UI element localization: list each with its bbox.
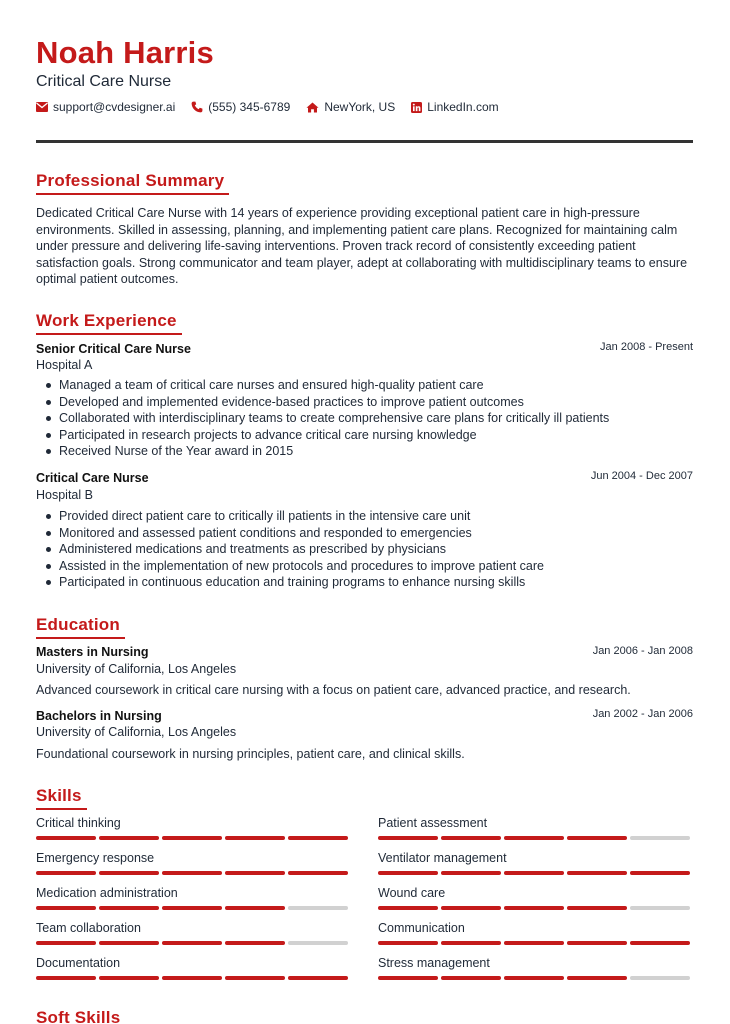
skill-level-segment-filled xyxy=(288,836,348,840)
skill-level-segment-filled xyxy=(36,906,96,910)
skill-level-segment-filled xyxy=(504,976,564,980)
bullet-item: Participated in continuous education and training programs to enhance nursing skills xyxy=(36,574,693,591)
skill-level-bar xyxy=(378,976,692,980)
job-bullets xyxy=(36,508,693,591)
job-dates: Jan 2008 - Present xyxy=(600,341,693,353)
skill-item xyxy=(36,956,350,980)
skill-level-segment-filled xyxy=(225,836,285,840)
envelope-icon xyxy=(36,102,48,112)
skill-level-segment-filled xyxy=(630,941,690,945)
skill-item xyxy=(378,851,692,875)
education-description: Advanced coursework in critical care nursing with a focus on patient care, advanced practice, and research. xyxy=(36,683,631,697)
contact-email-text: support@cvdesigner.ai xyxy=(53,100,176,114)
skill-level-segment-filled xyxy=(441,836,501,840)
skill-level-bar xyxy=(378,906,692,910)
contact-location-text: NewYork, US xyxy=(324,100,396,114)
bullet-item: Collaborated with interdisciplinary teams to create comprehensive care plans for critically ill patients xyxy=(36,410,693,427)
job-organization: Hospital B xyxy=(36,488,93,502)
job-title: Senior Critical Care Nurse xyxy=(36,342,191,356)
bullet-item: Administered medications and treatments as prescribed by physicians xyxy=(36,541,693,558)
degree-title: Masters in Nursing xyxy=(36,645,149,659)
bullet-item: Managed a team of critical care nurses and ensured high-quality patient care xyxy=(36,377,693,394)
skill-level-segment-filled xyxy=(567,976,627,980)
summary-text: Dedicated Critical Care Nurse with 14 years of experience providing exceptional patient care in high-pressure environments. Skilled in assessing, planning, and implementing patient care plans. Recognized for maintaining calm under pressure and delivering life-saving interventions. Proven track record of consistently exceeding patient satisfaction goals. Strong communicator and team player, adept at collaborating with multidisciplinary teams to ensure optimal patient outcomes. xyxy=(36,206,688,287)
skill-level-segment-filled xyxy=(225,976,285,980)
candidate-title: Critical Care Nurse xyxy=(36,73,172,90)
skill-level-segment-filled xyxy=(162,906,222,910)
skill-level-segment-filled xyxy=(162,836,222,840)
skill-level-segment-filled xyxy=(441,976,501,980)
skill-level-bar xyxy=(36,941,350,945)
bullet-item: Provided direct patient care to critically ill patients in the intensive care unit xyxy=(36,508,693,525)
skill-name: Critical thinking xyxy=(36,816,121,830)
job-dates: Jun 2004 - Dec 2007 xyxy=(590,470,693,482)
education-dates: Jan 2002 - Jan 2006 xyxy=(592,708,693,720)
bullet-item: Monitored and assessed patient conditions and responded to emergencies xyxy=(36,525,693,542)
skill-level-segment-filled xyxy=(504,941,564,945)
skill-name: Wound care xyxy=(378,886,446,900)
summary-heading: Professional Summary xyxy=(36,171,229,195)
bullet-item: Participated in research projects to advance critical care nursing knowledge xyxy=(36,427,693,444)
skill-item xyxy=(378,886,692,910)
job-bullets xyxy=(36,377,693,460)
job-title: Critical Care Nurse xyxy=(36,471,149,485)
skill-level-segment-filled xyxy=(567,906,627,910)
skill-level-segment-filled xyxy=(441,871,501,875)
contact-linkedin-text: LinkedIn.com xyxy=(427,100,499,114)
contact-phone-text: (555) 345-6789 xyxy=(208,100,291,114)
skill-item xyxy=(36,816,350,840)
skill-item xyxy=(378,956,692,980)
skill-level-segment-filled xyxy=(99,941,159,945)
skill-level-bar xyxy=(378,871,692,875)
skill-level-segment-filled xyxy=(378,836,438,840)
skill-level-segment-filled xyxy=(504,906,564,910)
contact-phone[interactable] xyxy=(191,100,290,114)
education-description: Foundational coursework in nursing principles, patient care, and clinical skills. xyxy=(36,747,465,761)
skill-level-segment-filled xyxy=(99,836,159,840)
skill-level-segment-filled xyxy=(162,941,222,945)
bullet-item: Received Nurse of the Year award in 2015 xyxy=(36,443,693,460)
skill-level-segment-empty xyxy=(630,976,690,980)
school-name: University of California, Los Angeles xyxy=(36,662,237,676)
skill-level-segment-filled xyxy=(225,906,285,910)
skill-level-segment-filled xyxy=(99,976,159,980)
skill-level-segment-empty xyxy=(630,906,690,910)
skill-level-segment-filled xyxy=(225,941,285,945)
skill-level-segment-empty xyxy=(630,836,690,840)
skill-level-segment-filled xyxy=(378,976,438,980)
skill-name: Medication administration xyxy=(36,886,178,900)
degree-title: Bachelors in Nursing xyxy=(36,709,162,723)
skill-level-segment-filled xyxy=(162,976,222,980)
skill-level-segment-filled xyxy=(441,906,501,910)
skill-level-segment-filled xyxy=(36,836,96,840)
skill-item xyxy=(378,921,692,945)
skill-level-segment-filled xyxy=(288,871,348,875)
home-icon xyxy=(306,102,319,113)
skill-name: Patient assessment xyxy=(378,816,488,830)
phone-icon xyxy=(191,101,203,113)
header-divider xyxy=(36,140,693,143)
skill-level-segment-filled xyxy=(630,871,690,875)
contact-linkedin[interactable] xyxy=(411,100,498,114)
skill-level-segment-filled xyxy=(99,871,159,875)
skill-level-segment-filled xyxy=(162,871,222,875)
skill-level-segment-empty xyxy=(288,906,348,910)
skill-level-segment-filled xyxy=(567,836,627,840)
skill-level-segment-filled xyxy=(225,871,285,875)
skill-level-segment-filled xyxy=(288,976,348,980)
skill-level-segment-filled xyxy=(378,871,438,875)
skill-level-segment-filled xyxy=(378,906,438,910)
skill-item xyxy=(36,886,350,910)
contact-email[interactable] xyxy=(36,100,175,114)
skill-item xyxy=(36,921,350,945)
education-heading: Education xyxy=(36,615,125,639)
contact-bar xyxy=(36,100,515,114)
skill-level-segment-filled xyxy=(36,941,96,945)
skill-item xyxy=(36,851,350,875)
skill-level-bar xyxy=(378,941,692,945)
skill-level-segment-filled xyxy=(504,871,564,875)
skill-level-bar xyxy=(36,836,350,840)
skill-level-segment-filled xyxy=(441,941,501,945)
skill-level-segment-filled xyxy=(378,941,438,945)
skill-level-segment-filled xyxy=(36,871,96,875)
skill-level-bar xyxy=(36,871,350,875)
school-name: University of California, Los Angeles xyxy=(36,725,237,739)
skill-name: Emergency response xyxy=(36,851,155,865)
bullet-item: Assisted in the implementation of new protocols and procedures to improve patient care xyxy=(36,558,693,575)
skill-level-bar xyxy=(36,906,350,910)
skill-level-segment-filled xyxy=(99,906,159,910)
soft-skills-heading: Soft Skills xyxy=(36,1008,125,1024)
skill-name: Ventilator management xyxy=(378,851,507,865)
job-organization: Hospital A xyxy=(36,358,93,372)
skill-name: Communication xyxy=(378,921,465,935)
skill-level-bar xyxy=(378,836,692,840)
skills-heading: Skills xyxy=(36,786,87,810)
contact-location xyxy=(306,100,395,114)
skill-name: Documentation xyxy=(36,956,121,970)
bullet-item: Developed and implemented evidence-based practices to improve patient outcomes xyxy=(36,394,693,411)
skill-item xyxy=(378,816,692,840)
skill-level-segment-filled xyxy=(36,976,96,980)
resume-page xyxy=(36,0,693,1024)
skill-level-segment-empty xyxy=(288,941,348,945)
skill-level-segment-filled xyxy=(567,871,627,875)
candidate-name: Noah Harris xyxy=(36,35,214,70)
skill-level-segment-filled xyxy=(567,941,627,945)
skill-level-segment-filled xyxy=(504,836,564,840)
experience-heading: Work Experience xyxy=(36,311,182,335)
skill-name: Stress management xyxy=(378,956,490,970)
linkedin-icon xyxy=(411,102,422,113)
education-dates: Jan 2006 - Jan 2008 xyxy=(592,645,693,657)
skill-name: Team collaboration xyxy=(36,921,141,935)
skill-level-bar xyxy=(36,976,350,980)
